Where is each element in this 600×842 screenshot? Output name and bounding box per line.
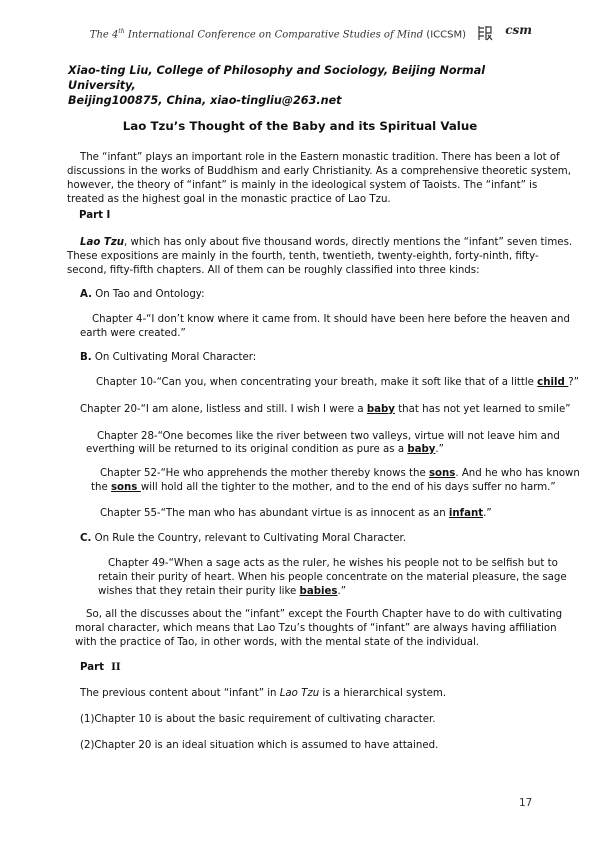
conference-name: The 4th International Conference on Comparative Studies of Mind (ICCSM) <box>89 28 466 41</box>
csm-logo: csm <box>505 23 532 37</box>
quote-chapter-10: Chapter 10-“Can you, when concentrating your breath, make it soft like that of a little child ?” <box>96 377 579 388</box>
quote-chapter-55: Chapter 55-“The man who has abundant virtue is as innocent as an infant.” <box>100 508 492 519</box>
running-header <box>89 22 570 48</box>
author-affiliation: Xiao-ting Liu, College of Philosophy and Sociology, Beijing Normal University, Beijing100875, China, xiao-tingliu@263.net <box>68 64 486 107</box>
list-item-c: C. On Rule the Country, relevant to Cultivating Moral Character. <box>80 533 406 544</box>
section-heading-part2: Part II <box>80 661 121 673</box>
list-item-b: B. On Cultivating Moral Character: <box>80 352 257 363</box>
section-heading-part1: Part I <box>79 210 111 221</box>
part2-item-2: (2)Chapter 20 is an ideal situation which is assumed to have attained. <box>80 740 439 751</box>
page-number: 17 <box>519 797 533 809</box>
part2-item-1: (1)Chapter 10 is about the basic requirement of cultivating character. <box>80 714 436 725</box>
part2-paragraph-1: The previous content about “infant” in Lao Tzu is a hierarchical system. <box>80 688 447 699</box>
document-page: The 4th International Conference on Comparative Studies of Mind (ICCSM) csm Xiao-ting Liu, College of Philosophy and Sociology, Beijing Normal University, Beijing100875, China, xiao-tingliu@263.net Lao Tzu’s Thought of the Baby and its Spiritual Value The “infant” plays an important role in the Eastern monastic tradition. There has been a lot of discussions in the works of Buddhism and early Christianity. As a comprehensive theoretic system, however, the theory of “infant” is mainly in the ideological system of Taoists. The “infant” is treated as the highest goal in the monastic practice of Lao Tzu. Part I Lao Tzu, which has only about five thousand words, directly mentions the “infant” seven times. These expositions are mainly in the fourth, tenth, twentieth, twenty-eighth, forty-ninth, fifty- second, fifty-fifth chapters. All of them can be roughly classified into three kinds: A. On Tao and Ontology: Chapter 4-“I don’t know where it came from. It should have been here before the heaven and earth were created.” B. On Cultivating Moral Character: Chapter 10-“Can you, when concentrating your breath, make it soft like that of a little child ?” Chapter 20-“I am alone, listless and still. I wish I were a baby that has not yet learned to smile” Chapter 28-“One becomes like the river between two valleys, virtue will not leave him and everthing will be returned to its original condition as pure as a baby.” Chapter 52-“He who apprehends the mother thereby knows the sons. And he who has known the sons will hold all the tighter to the mother, and to the end of his days suffer no harm.” Chapter 55-“The man who has abundant virtue is as innocent as an infant.” C. On Rule the Country, relevant to Cultivating Moral Character. Chapter 49-“When a sage acts as the ruler, he wishes his people not to be selfish but to retain their purity of heart. When his people concentrate on the material pleasure, the sage wishes that they retain their purity like babies.” So, all the discusses about the “infant” except the Fourth Chapter have to do with cultivating moral character, which means that Lao Tzu’s thoughts of “infant” are always having affiliation with the practice of Tao, in other words, with the mental state of the individual. Part II The previous content about “infant” in Lao Tzu is a hierarchical system. (1)Chapter 10 is about the basic requirement of cultivating character. (2)Chapter 20 is an ideal situation which is assumed to have attained. 17 <box>0 0 600 842</box>
paper-title: Lao Tzu’s Thought of the Baby and its Spiritual Value <box>122 119 478 133</box>
calligraphy-logo-icon <box>476 24 494 42</box>
quote-chapter-20: Chapter 20-“I am alone, listless and still. I wish I were a baby that has not yet learned to smile” <box>80 404 571 415</box>
list-item-a: A. On Tao and Ontology: <box>80 289 205 300</box>
